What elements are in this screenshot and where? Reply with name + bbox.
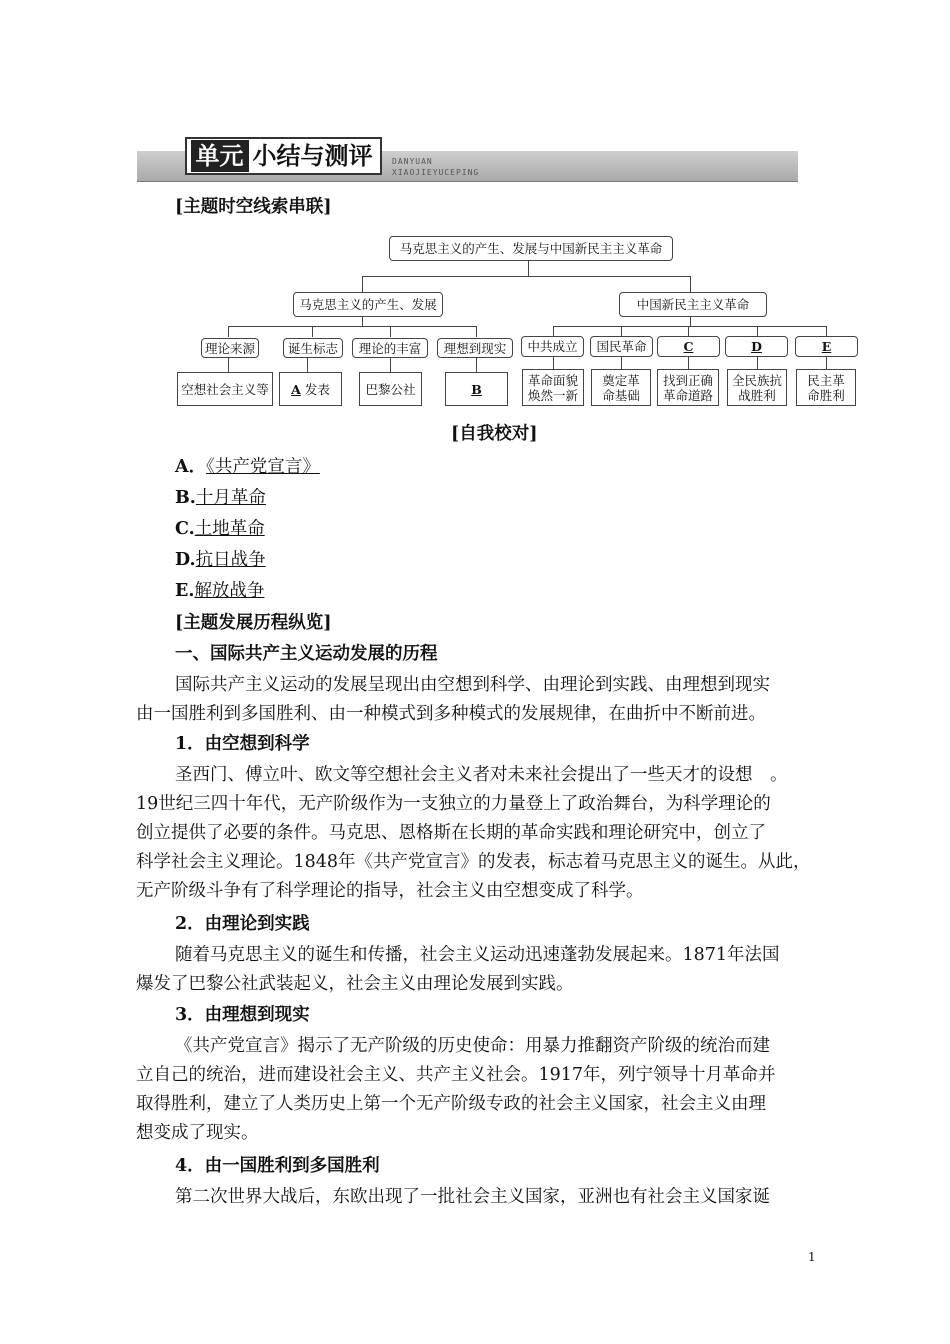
answer-text: 《共产党宣言》	[206, 457, 320, 477]
connector	[690, 316, 691, 327]
leaf-line: 命胜利	[807, 387, 845, 403]
paragraph-line: 圣西门、傅立叶、欧文等空想社会主义者对未来社会提出了一些天才的设想 。	[175, 765, 788, 785]
diagram-node-theory-enrich: 理论的丰富	[352, 338, 428, 358]
connector	[362, 276, 363, 293]
blank-c: C	[683, 339, 694, 354]
banner-pinyin-2: XIAOJIEYUCEPING	[392, 168, 480, 177]
connector	[228, 326, 477, 327]
connector	[528, 260, 529, 277]
connector	[688, 326, 689, 337]
paragraph-line: 取得胜利，建立了人类历史上第一个无产阶级专政的社会主义国家，社会主义由理	[136, 1094, 766, 1114]
diagram-node-blank-d	[725, 336, 788, 357]
leaf-line: 战胜利	[738, 387, 776, 403]
connector	[476, 326, 477, 337]
answer-text: 抗日战争	[195, 550, 266, 570]
blank-e: E	[821, 339, 832, 354]
answer-e	[175, 580, 865, 602]
diagram-leaf-manifesto	[279, 372, 342, 406]
diagram-leaf-new-look	[522, 369, 584, 406]
answer-letter: C.	[175, 519, 195, 539]
connector	[476, 357, 477, 372]
paragraph-line: 创立提供了必要的条件。马克思、恩格斯在长期的革命实践和理论研究中，创立了	[136, 823, 766, 843]
paragraph-line: 第二次世界大战后，东欧出现了一批社会主义国家，亚洲也有社会主义国家诞	[175, 1187, 770, 1207]
connector	[621, 326, 622, 337]
diagram-branch-right: 中国新民主主义革命	[619, 292, 767, 317]
paragraph-line: 19世纪三四十年代，无产阶级作为一支独立的力量登上了政治舞台，为科学理论的	[136, 794, 771, 814]
connector	[228, 326, 229, 337]
paragraph-line: 无产阶级斗争有了科学理论的指导，社会主义由空想变成了科学。	[136, 881, 644, 901]
answer-letter: D.	[175, 550, 196, 570]
paragraph-line: 科学社会主义理论。1848年《共产党宣言》的发表，标志着马克思主义的诞生。从此，	[136, 852, 811, 872]
banner-pinyin	[392, 156, 479, 178]
answer-letter: E.	[175, 581, 195, 601]
connector	[362, 316, 363, 327]
connector	[307, 357, 308, 372]
diagram-leaf-correct-path	[657, 369, 719, 406]
connector	[228, 357, 229, 372]
connector	[362, 276, 691, 277]
connector	[312, 326, 313, 337]
connector	[390, 357, 391, 372]
connector	[621, 357, 622, 370]
diagram-branch-left: 马克思主义的产生、发展	[293, 292, 443, 317]
section-heading-development: [主题发展历程纵览]	[175, 613, 332, 633]
connector	[690, 276, 691, 293]
leaf-line: 革命面貌	[527, 372, 578, 388]
answer-c	[175, 518, 865, 540]
connector	[757, 357, 758, 370]
connector	[826, 357, 827, 370]
leaf-suffix: 发表	[304, 381, 330, 397]
paragraph-line: 想变成了现实。	[136, 1123, 259, 1143]
leaf-line: 命基础	[602, 387, 640, 403]
answer-text: 土地革命	[194, 519, 265, 539]
diagram-node-theory-source: 理论来源	[201, 338, 259, 358]
leaf-line: 奠定革	[602, 372, 640, 388]
paragraph-line: 爆发了巴黎公社武装起义，社会主义由理论发展到实践。	[136, 974, 574, 994]
diagram-root: 马克思主义的产生、发展与中国新民主主义革命	[389, 236, 673, 261]
intro-line: 国际共产主义运动的发展呈现出由空想到科学、由理论到实践、由理想到现实	[175, 675, 770, 695]
part-1-heading: 一、国际共产主义运动发展的历程	[175, 644, 438, 664]
banner-title-light: 小结与测评	[252, 142, 373, 170]
blank-d: D	[751, 339, 762, 354]
leaf-line: 全民族抗	[731, 372, 782, 388]
diagram-leaf-blank-b	[445, 372, 508, 406]
answer-d	[175, 549, 865, 571]
connector	[553, 326, 554, 337]
answer-letter: B.	[175, 488, 196, 508]
diagram-leaf-democratic-victory	[796, 369, 856, 406]
diagram-node-birth-mark: 诞生标志	[283, 338, 343, 358]
sub-1-heading: 1．由空想到科学	[175, 734, 310, 754]
leaf-line: 焕然一新	[527, 387, 578, 403]
sub-3-heading: 3．由理想到现实	[175, 1005, 310, 1025]
section-heading-timeline: [主题时空线索串联]	[175, 197, 332, 217]
paragraph-line: 立自己的统治，进而建设社会主义、共产主义社会。1917年，列宁领导十月革命并	[136, 1065, 776, 1085]
paragraph-line: 《共产党宣言》揭示了无产阶级的历史使命：用暴力推翻资产阶级的统治而建	[175, 1036, 770, 1056]
connector	[688, 357, 689, 370]
sub-2-heading: 2．由理论到实践	[175, 914, 310, 934]
diagram-leaf-foundation	[591, 369, 651, 406]
leaf-line: 民主革	[807, 372, 845, 388]
diagram-node-ccp-founding: 中共成立	[521, 336, 584, 357]
diagram-node-ideal-reality: 理想到现实	[437, 338, 513, 358]
connector	[757, 326, 758, 337]
diagram-node-blank-c	[657, 336, 720, 357]
diagram-node-blank-e	[795, 336, 858, 357]
self-check-heading: [自我校对]	[451, 424, 538, 444]
paragraph-line: 随着马克思主义的诞生和传播，社会主义运动迅速蓬勃发展起来。1871年法国	[175, 945, 780, 965]
blank-a: A	[291, 381, 301, 397]
answer-b	[175, 487, 865, 509]
leaf-line: 革命道路	[662, 387, 713, 403]
banner-pinyin-1: DANYUAN	[392, 157, 433, 166]
connector	[553, 357, 554, 370]
banner-title	[185, 137, 382, 175]
intro-line: 由一国胜利到多国胜利、由一种模式到多种模式的发展规律，在曲折中不断前进。	[136, 704, 766, 724]
connector	[553, 326, 827, 327]
answer-text: 解放战争	[194, 581, 265, 601]
blank-b: B	[471, 381, 482, 397]
diagram-leaf-utopian: 空想社会主义等	[177, 372, 273, 406]
connector	[390, 326, 391, 337]
answer-letter: A．	[175, 457, 207, 477]
diagram-node-national-revolution: 国民革命	[590, 336, 653, 357]
answer-a	[175, 456, 865, 478]
leaf-line: 找到正确	[662, 372, 713, 388]
diagram-leaf-war-victory	[727, 369, 787, 406]
diagram-leaf-paris-commune: 巴黎公社	[359, 372, 422, 406]
answer-text: 十月革命	[195, 488, 266, 508]
page-number: 1	[808, 1250, 816, 1264]
sub-4-heading: 4．由一国胜利到多国胜利	[175, 1156, 380, 1176]
banner-title-dark: 单元	[191, 140, 249, 172]
connector	[826, 326, 827, 337]
